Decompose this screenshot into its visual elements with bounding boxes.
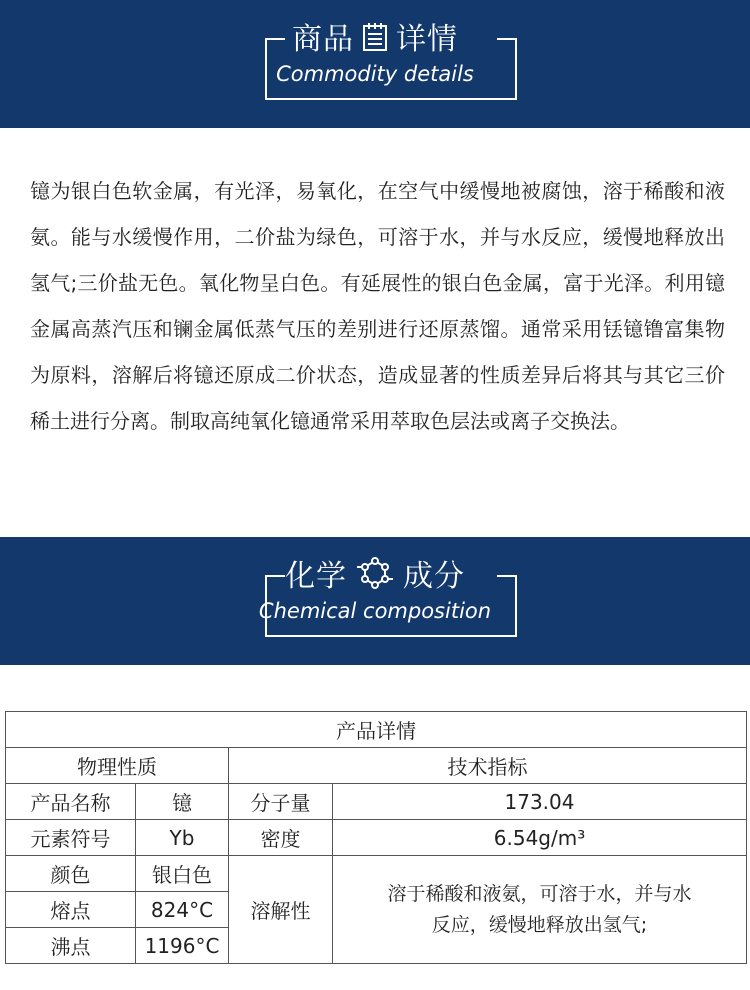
color-value: 银白色 — [136, 856, 229, 892]
section-title-right: 成分 — [403, 559, 465, 594]
section-title-left: 商品 — [292, 22, 354, 57]
boiling-point-value: 1196°C — [136, 928, 229, 964]
boiling-point-label: 沸点 — [6, 928, 136, 964]
commodity-details-banner — [0, 0, 750, 128]
table-row — [6, 784, 747, 820]
section-subtitle: Chemical composition — [258, 599, 492, 623]
molecular-weight-label: 分子量 — [229, 784, 333, 820]
notepad-icon — [362, 22, 388, 60]
solubility-label: 溶解性 — [229, 856, 333, 964]
solubility-value: 溶于稀酸和液氨，可溶于水，并与水反应，缓慢地释放出氢气; — [333, 856, 747, 964]
table-row — [6, 856, 747, 892]
table-row — [6, 748, 747, 784]
product-name-label: 产品名称 — [6, 784, 136, 820]
section-title-right: 详情 — [396, 22, 458, 57]
product-spec-table — [5, 711, 747, 964]
header-physical-properties: 物理性质 — [6, 748, 229, 784]
element-symbol-value: Yb — [136, 820, 229, 856]
section-subtitle: Commodity details — [276, 62, 474, 86]
table-row — [6, 712, 747, 748]
color-label: 颜色 — [6, 856, 136, 892]
density-label: 密度 — [229, 820, 333, 856]
header-technical-index: 技术指标 — [229, 748, 747, 784]
element-symbol-label: 元素符号 — [6, 820, 136, 856]
chemical-composition-banner — [0, 537, 750, 665]
table-row — [6, 820, 747, 856]
product-description: 镱为银白色软金属，有光泽，易氧化，在空气中缓慢地被腐蚀，溶于稀酸和液氨。能与水缓慢作用，二价盐为绿色，可溶于水，并与水反应，缓慢地释放出氢气;三价盐无色。氧化物呈白色。有延展性的银白色金属，富于光泽。利用镱金属高蒸汽压和镧金属低蒸气压的差别进行还原蒸馏。通常采用铥镱镥富集物为原料，溶解后将镱还原成二价状态，造成显著的性质差异后将其与其它三价稀土进行分离。制取高纯氧化镱通常采用萃取色层法或离子交换法。 — [30, 179, 725, 433]
product-name-value: 镱 — [136, 784, 229, 820]
section-title-left: 化学 — [285, 559, 347, 594]
section-title — [0, 551, 750, 599]
melting-point-value: 824°C — [136, 892, 229, 928]
section-title — [0, 14, 750, 60]
molecular-weight-value: 173.04 — [333, 784, 747, 820]
table-caption: 产品详情 — [6, 712, 747, 748]
density-value: 6.54g/m³ — [333, 820, 747, 856]
molecule-icon — [355, 557, 395, 599]
melting-point-label: 熔点 — [6, 892, 136, 928]
